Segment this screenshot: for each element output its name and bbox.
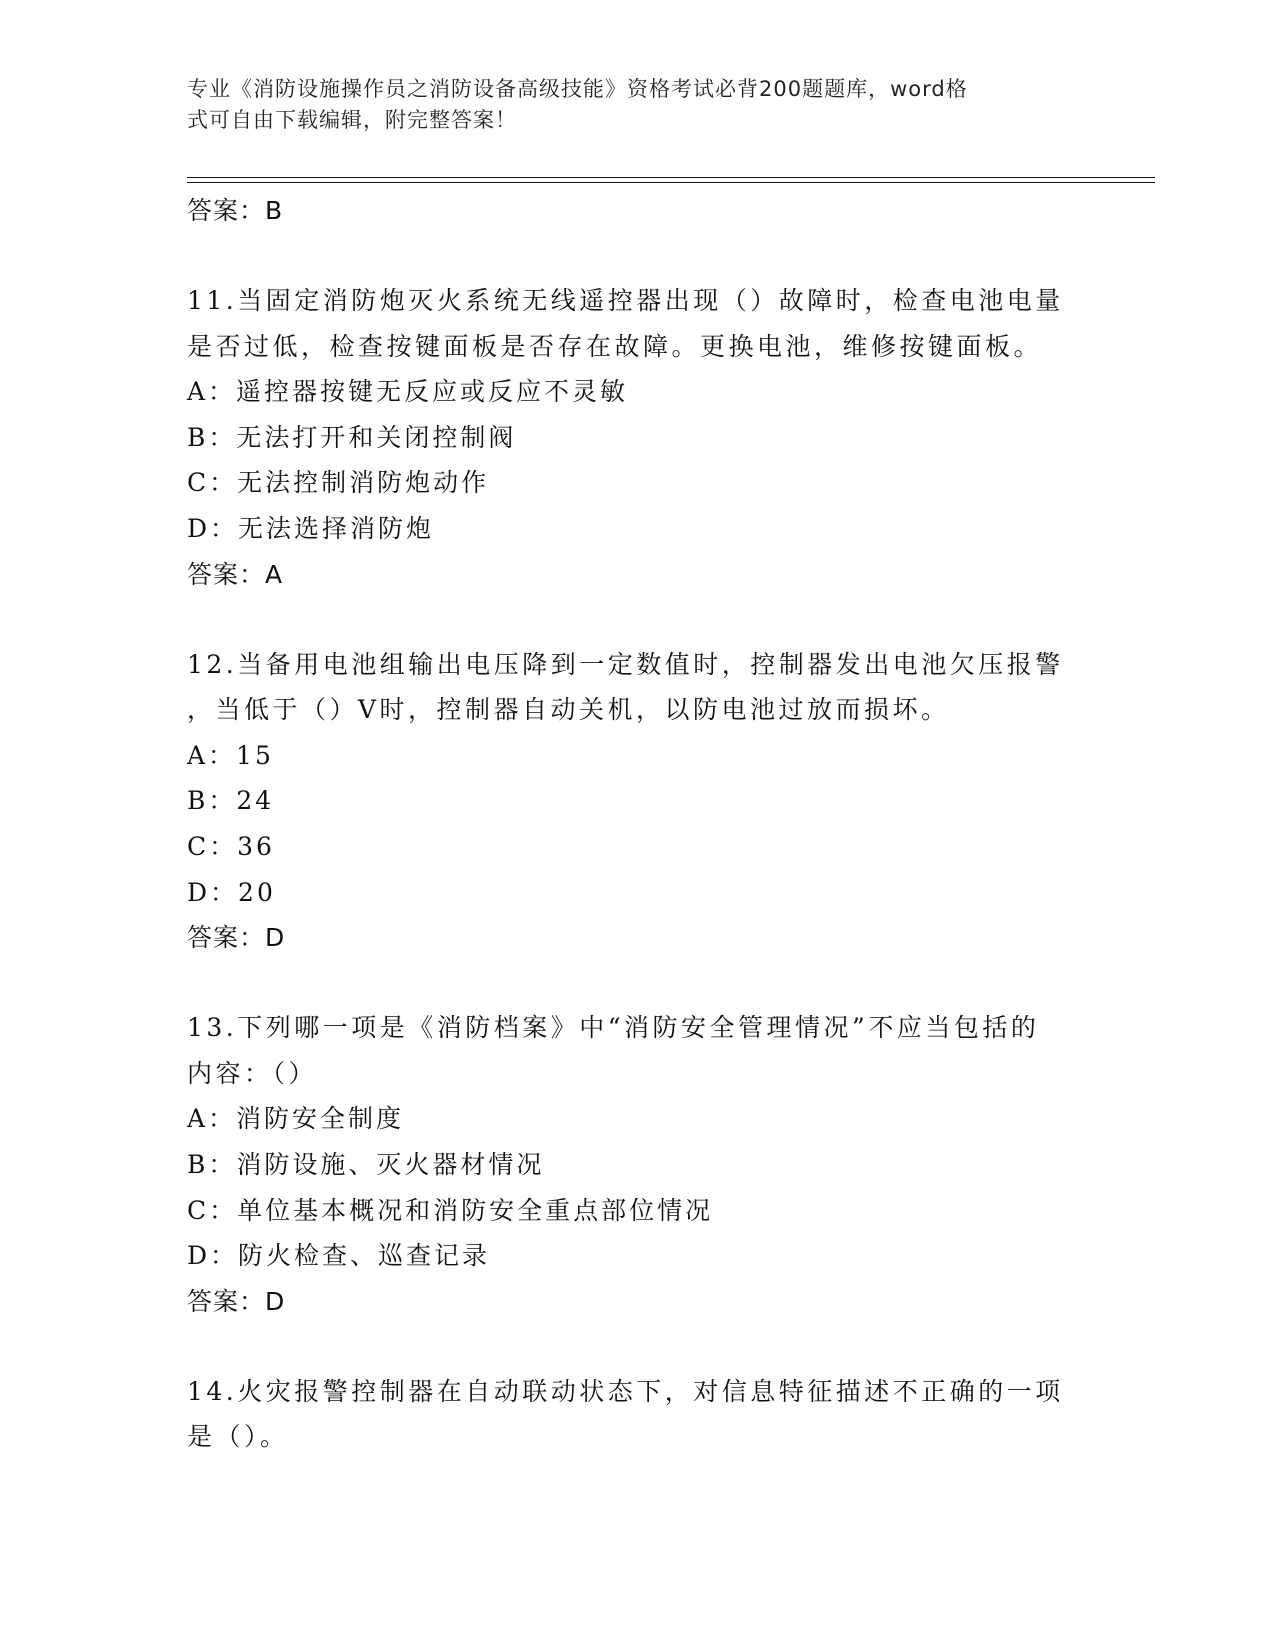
option-c: C：无法控制消防炮动作 [187, 468, 490, 498]
option-b: B：消防设施、灭火器材情况 [187, 1149, 545, 1179]
option-a: A：遥控器按键无反应或反应不灵敏 [187, 377, 629, 407]
option-a: A：消防安全制度 [187, 1104, 405, 1134]
option-c: C：单位基本概况和消防安全重点部位情况 [187, 1195, 714, 1225]
question-11 [187, 278, 1087, 598]
answer-label: 答案：D [187, 1286, 286, 1316]
question-14 [187, 1369, 1087, 1460]
header-divider-bottom [187, 182, 1155, 183]
header-line-2: 式可自由下载编辑，附完整答案！ [187, 108, 517, 132]
question-stem-line: 内容：（） [187, 1058, 318, 1088]
question-stem-line: 13.下列哪一项是《消防档案》中“消防安全管理情况”不应当包括的 [187, 1013, 1040, 1043]
option-d: D：防火检查、巡查记录 [187, 1241, 491, 1271]
header-divider-top [187, 177, 1155, 178]
question-stem-line: 14.火灾报警控制器在自动联动状态下，对信息特征描述不正确的一项 [187, 1376, 1064, 1406]
question-stem-line: 是（）。 [187, 1422, 289, 1452]
option-c: C：36 [187, 831, 275, 861]
question-stem-line: 11.当固定消防炮灭火系统无线遥控器出现（）故障时，检查电池电量 [187, 286, 1064, 315]
question-stem-line: 是否过低，检查按键面板是否存在故障。更换电池，维修按键面板。 [187, 331, 1043, 361]
question-list [187, 188, 1087, 1460]
document-header [187, 74, 1087, 136]
option-a: A：15 [187, 740, 274, 770]
previous-answer: 答案：B [187, 196, 284, 225]
answer-label: 答案：A [187, 559, 284, 589]
header-line-1: 专业《消防设施操作员之消防设备高级技能》资格考试必背200题题库，word格 [187, 77, 968, 101]
option-d: D：无法选择消防炮 [187, 513, 435, 543]
question-stem-line: 12.当备用电池组输出电压降到一定数值时，控制器发出电池欠压报警 [187, 649, 1064, 679]
answer-label: 答案：D [187, 923, 286, 953]
option-d: D：20 [187, 877, 276, 907]
question-stem-line: ，当低于（）V时，控制器自动关机，以防电池过放而损坏。 [187, 695, 950, 725]
question-12 [187, 642, 1087, 962]
question-13 [187, 1005, 1087, 1325]
option-b: B：24 [187, 786, 275, 816]
option-b: B：无法打开和关闭控制阀 [187, 422, 517, 452]
